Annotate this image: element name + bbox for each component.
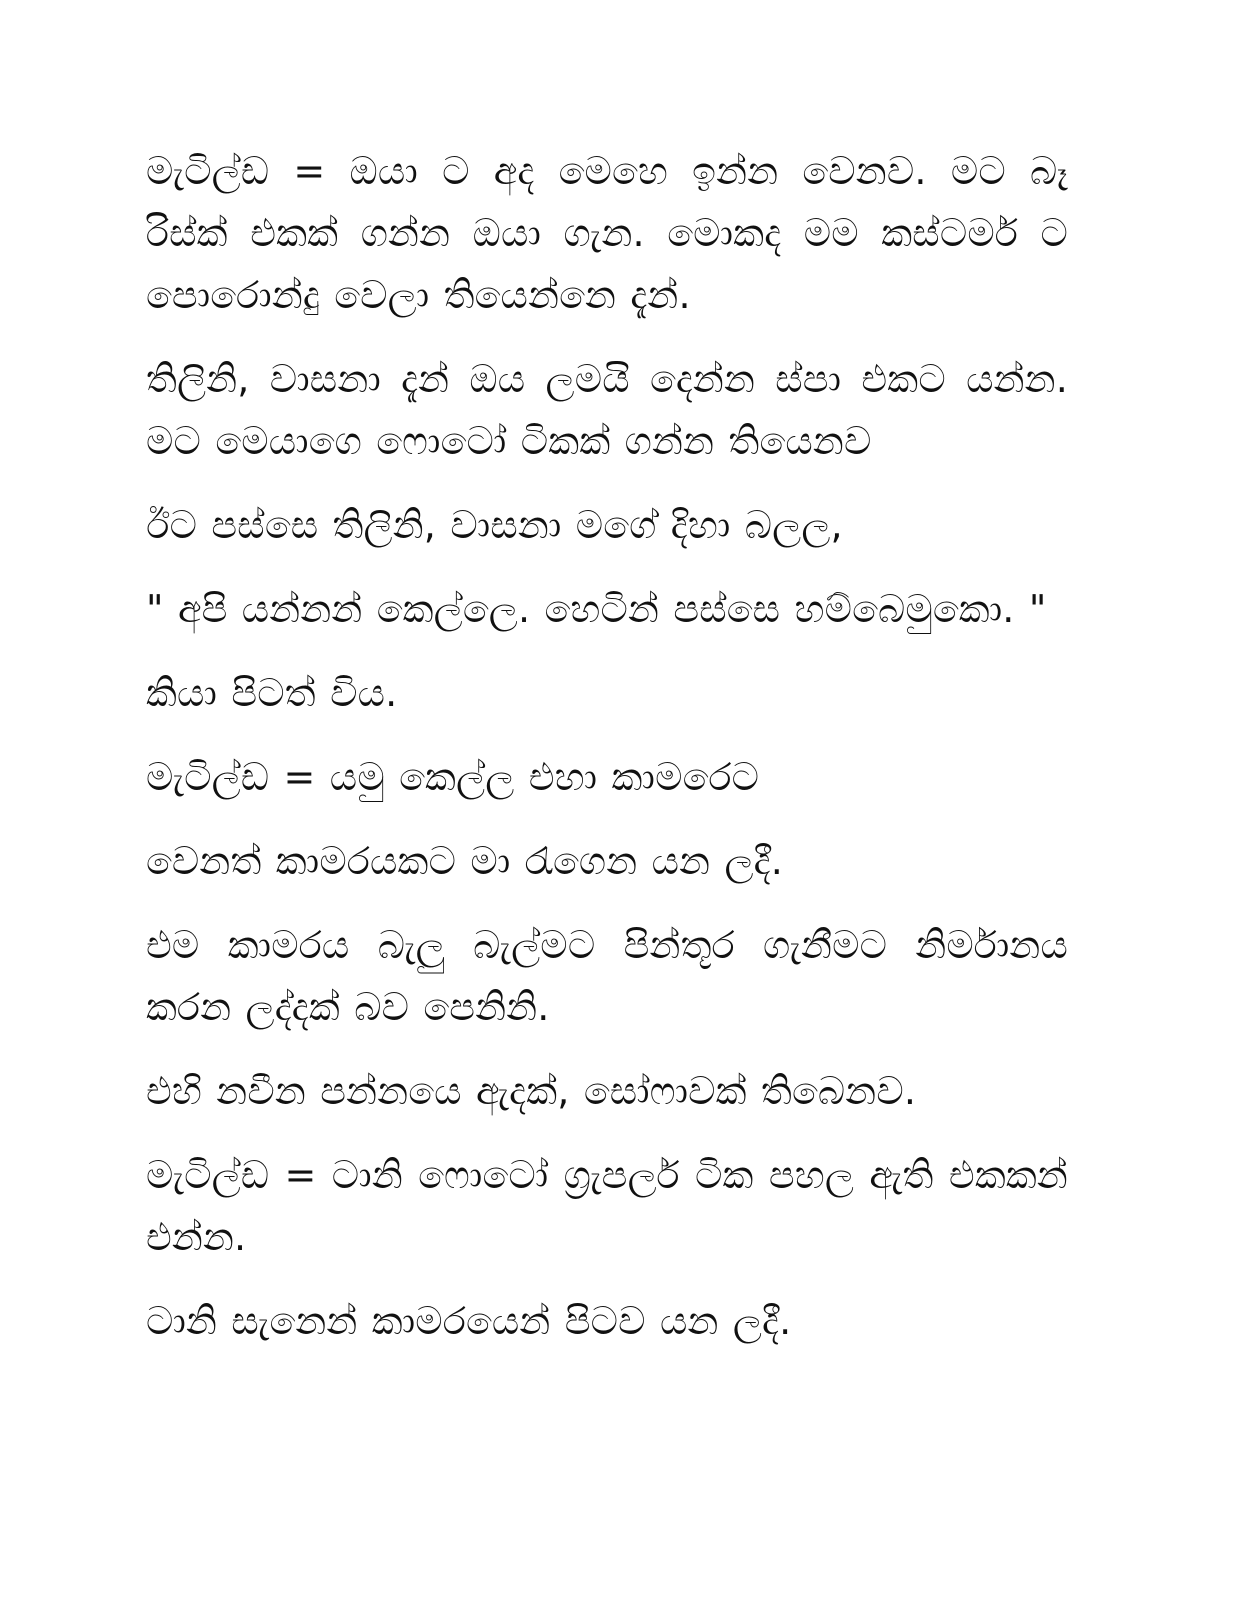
paragraph-8: එම කාමරය බැලු බැල්මට පින්තූර ගැනීමට නිර්මානය කරන ලද්දක් බව පෙනිනි. <box>146 923 1068 1029</box>
paragraph-5: කියා පිටත් විය. <box>146 671 398 715</box>
paragraph-7: වෙනත් කාමරයකට මා රැගෙන යන ලදී. <box>146 839 784 883</box>
paragraph-6: මැටිල්ඩ = යමු කෙල්ල එහා කාමරෙට <box>146 755 760 799</box>
text-body <box>146 140 1068 1374</box>
paragraph-1: මැටිල්ඩ = ඔයා ට අද මෙහෙ ඉන්න වෙනව. මට බෑ රිස්ක් එකක් ගන්න ඔයා ගැන. මොකද මම කස්ටමර් ට පොරොන්දු වෙලා තියෙන්නෙ දැන්. <box>146 149 1068 317</box>
paragraph-4: " අපි යන්නන් කෙල්ලෙ. හෙටින් පස්සෙ හම්බෙමුකො. " <box>146 587 1047 631</box>
paragraph-3: ඊට පස්සෙ තිලිනි, වාසනා මගේ දිහා බලල, <box>146 503 843 547</box>
paragraph-2: තිලිනි, වාසනා දැන් ඔය ලමයි දෙන්න ස්පා එකට යන්න. මට මෙයාගෙ ෆොටෝ ටිකක් ගන්න තියෙනව <box>146 357 1068 463</box>
paragraph-11: ටානි සැනෙන් කාමරයෙන් පිටව යන ලදී. <box>146 1299 792 1343</box>
paragraph-10: මැටිල්ඩ = ටානි ෆොටෝ ග්‍රැපර්ල ටික පහල ඇති එකකන් එන්න. <box>146 1153 1068 1259</box>
paragraph-9: එහි නවීන පන්නයෙ ඇදක්, සෝෆාවක් තිබෙනව. <box>146 1069 917 1113</box>
